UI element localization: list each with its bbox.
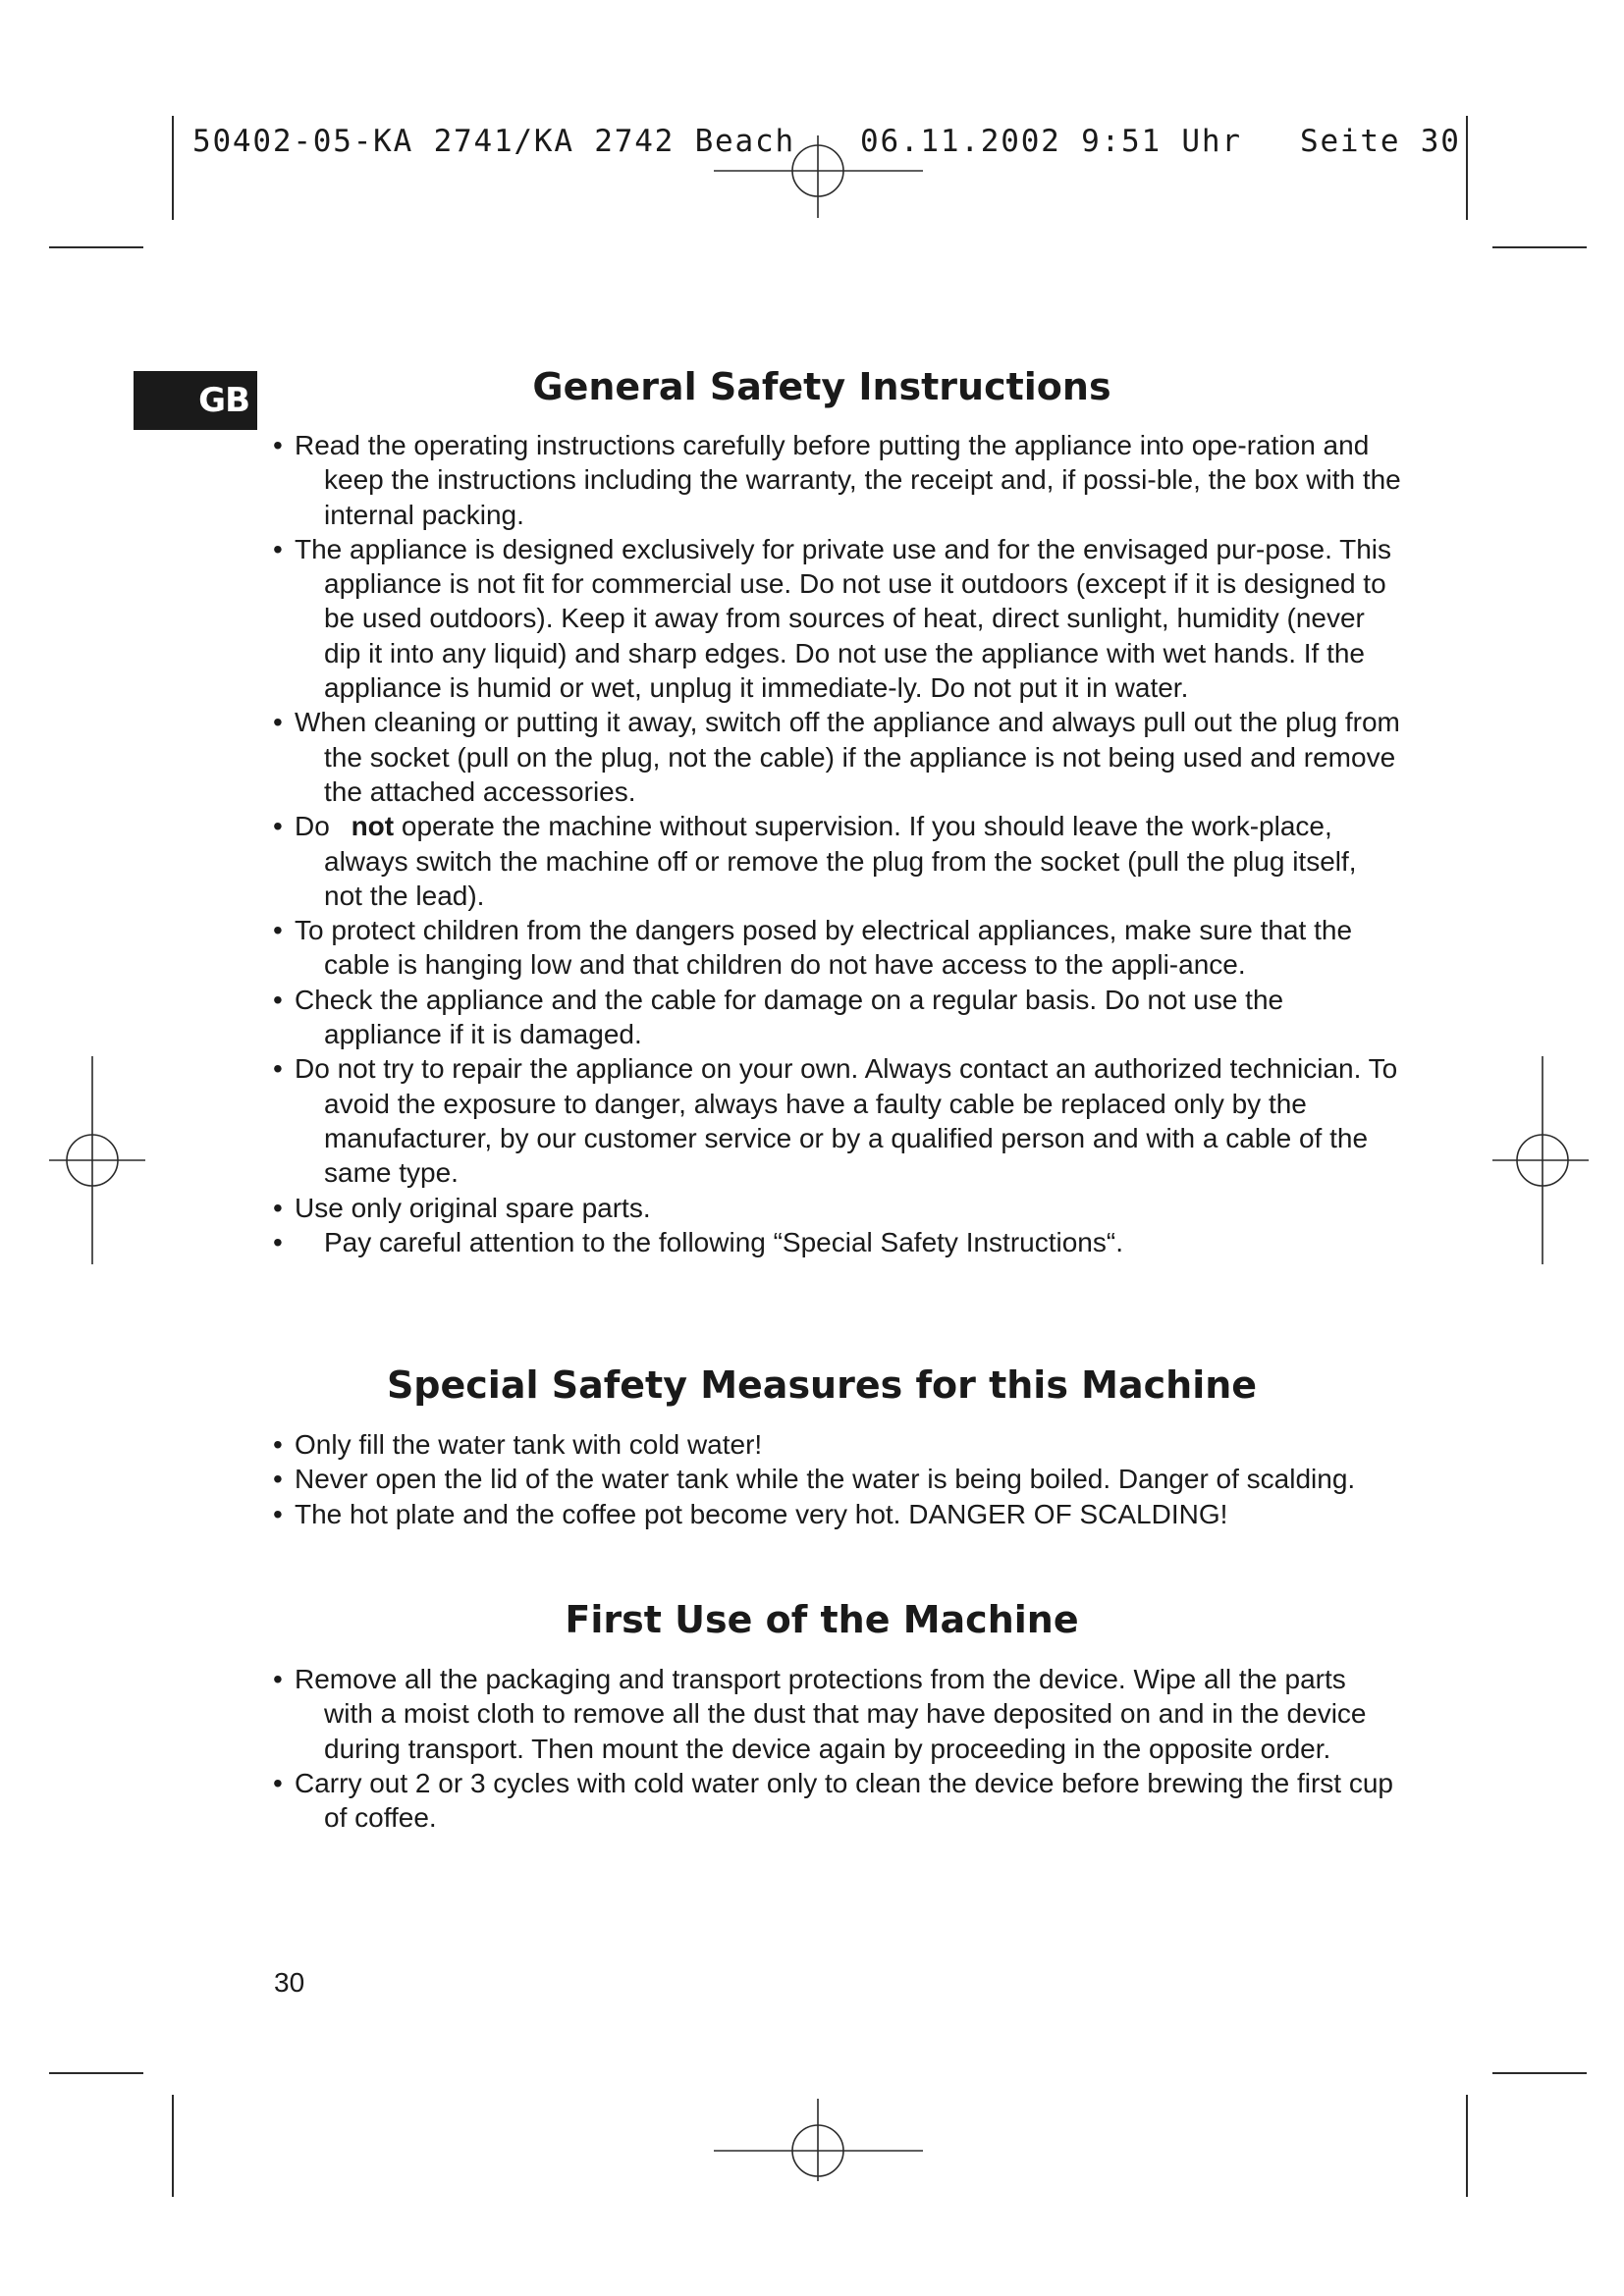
list-item bbox=[273, 983, 1402, 1052]
bullet-glyph: • bbox=[273, 707, 283, 738]
bullet-glyph: • bbox=[273, 1664, 283, 1694]
list-item bbox=[273, 913, 1402, 983]
list-item-text: Do not try to repair the appliance on your own. Always contact an authorized technician. To avoid the exposure to danger, always have a faulty cable be replaced only by the manufacturer, by our customer service or by a qualified person and with a cable of the same type. bbox=[295, 1053, 1398, 1189]
bullet-glyph: • bbox=[273, 430, 283, 460]
bullet-glyph: • bbox=[273, 1464, 283, 1495]
list-item bbox=[273, 428, 1402, 532]
list-item-text: operate the machine without supervision. If you should leave the work-place, always switch the machine off or remove the plug from the socket (pull the plug itself, not the lead). bbox=[324, 811, 1357, 911]
special-safety-list bbox=[273, 1427, 1402, 1531]
list-item bbox=[273, 1191, 1402, 1225]
section-title-special-safety: Special Safety Measures for this Machine bbox=[386, 1363, 1258, 1407]
list-item bbox=[273, 1051, 1402, 1190]
bullet-glyph: • bbox=[273, 915, 283, 946]
list-item bbox=[273, 809, 1402, 913]
bullet-glyph: • bbox=[273, 1429, 283, 1460]
print-slug-date: 06.11.2002 9:51 Uhr bbox=[860, 124, 1242, 159]
list-item-text: To protect children from the dangers posed by electrical appliances, make sure that the cable is hanging low and that children do not have access to the appli-ance. bbox=[295, 915, 1353, 981]
list-item-emphasis: not bbox=[351, 811, 395, 842]
list-item-text: Remove all the packaging and transport protections from the device. Wipe all the parts with a moist cloth to remove all the dust that may have deposited on and in the device during transport. Then mount the device again by proceeding in the opposite order. bbox=[295, 1664, 1367, 1764]
section-title-general-safety: General Safety Instructions bbox=[532, 365, 1111, 408]
list-item bbox=[273, 1497, 1402, 1531]
list-item bbox=[273, 1766, 1402, 1836]
list-item bbox=[273, 532, 1402, 705]
list-item-text: Only fill the water tank with cold water! bbox=[295, 1429, 763, 1460]
list-item bbox=[273, 1662, 1402, 1766]
language-tab: GB bbox=[134, 371, 257, 430]
list-item-text: Never open the lid of the water tank while the water is being boiled. Danger of scalding. bbox=[295, 1464, 1356, 1495]
print-slug-code: 50402-05-KA 2741/KA 2742 Beach bbox=[192, 124, 795, 159]
print-slug-page: Seite 30 bbox=[1300, 124, 1461, 159]
bullet-glyph: • bbox=[273, 1053, 283, 1085]
bullet-glyph: • bbox=[273, 1226, 283, 1257]
bullet-glyph: • bbox=[273, 984, 283, 1015]
list-item-text: Carry out 2 or 3 cycles with cold water only to clean the device before brewing the first cup of coffee. bbox=[295, 1767, 1393, 1834]
general-safety-list bbox=[273, 428, 1402, 1259]
bullet-glyph: • bbox=[273, 811, 283, 842]
registration-mark-right bbox=[1492, 1056, 1589, 1264]
list-item-text: The appliance is designed exclusively for private use and for the envisaged pur-pose. This appliance is not fit for commercial use. Do not use it outdoors (except if it is designed to be used outdoors). Keep it away from sources of heat, direct sunlight, humidity (never dip it into any liquid) and sharp edges. Do not use the appliance with wet hands. If the appliance is humid or wet, unplug it immediate-ly. Do not put it in water. bbox=[295, 533, 1392, 704]
page-number: 30 bbox=[274, 1967, 305, 1998]
bullet-glyph: • bbox=[273, 533, 283, 564]
list-item-text: Use only original spare parts. bbox=[295, 1192, 651, 1223]
list-item-prefix: Do bbox=[295, 811, 330, 842]
section-title-first-use: First Use of the Machine bbox=[565, 1598, 1079, 1641]
bullet-glyph: • bbox=[273, 1192, 283, 1223]
list-item-text: Pay careful attention to the following “Special Safety Instructions“. bbox=[324, 1226, 1123, 1257]
bullet-glyph: • bbox=[273, 1498, 283, 1529]
registration-mark-top bbox=[714, 135, 923, 218]
list-item bbox=[273, 705, 1402, 809]
list-item bbox=[273, 1427, 1402, 1462]
first-use-list bbox=[273, 1662, 1402, 1835]
list-item-text: Read the operating instructions carefully before putting the appliance into ope-ration and keep the instructions including the warranty, the receipt and, if possi-ble, the box with the internal packing. bbox=[295, 430, 1401, 530]
bullet-glyph: • bbox=[273, 1767, 283, 1798]
list-item-text: The hot plate and the coffee pot become very hot. DANGER OF SCALDING! bbox=[295, 1498, 1228, 1529]
list-item bbox=[273, 1225, 1402, 1259]
list-item bbox=[273, 1462, 1402, 1496]
list-item-text: Check the appliance and the cable for damage on a regular basis. Do not use the appliance if it is damaged. bbox=[295, 984, 1284, 1050]
registration-mark-bottom bbox=[714, 2099, 923, 2181]
list-item-text: When cleaning or putting it away, switch off the appliance and always pull out the plug from the socket (pull on the plug, not the cable) if the appliance is not being used and remove the attached accessories. bbox=[295, 707, 1400, 807]
registration-mark-left bbox=[49, 1056, 145, 1264]
